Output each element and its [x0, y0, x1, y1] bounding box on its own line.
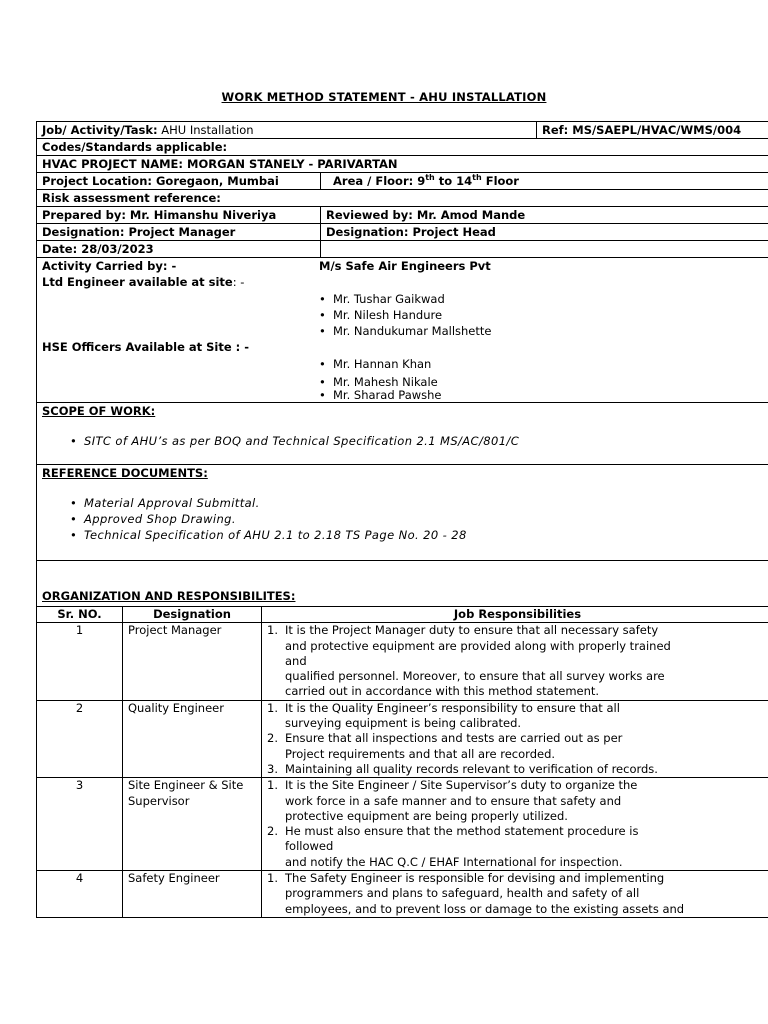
organization-heading-cell	[37, 561, 768, 607]
table-row	[37, 778, 768, 871]
area-prefix: Area / Floor: 9	[333, 174, 426, 188]
job-cell	[37, 122, 537, 139]
area-cell	[321, 173, 768, 190]
location-cell: Project Location: Goregaon, Mumbai	[37, 173, 321, 190]
column-header: Sr. NO.	[37, 607, 123, 623]
list-item: 1. It is the Project Manager duty to ensure that all necessary safety and protective equipment are provided along with properly trained and qualified personnel. Moreover, to ensure that all survey works are carried out in accordance with this method statement.	[267, 623, 671, 699]
scope-row	[37, 403, 768, 465]
area-mid: to 14	[434, 174, 473, 188]
designation-cell: Project Manager	[123, 623, 262, 700]
hse-officer-list	[315, 356, 442, 404]
hse-label: HSE Officers Available at Site : -	[42, 340, 250, 354]
ltd-engineer-suffix: : -	[232, 275, 245, 289]
codes-cell: Codes/Standards applicable:	[37, 139, 768, 156]
ltd-engineer-label: Ltd Engineer available at site	[42, 275, 233, 289]
header-table	[36, 121, 768, 607]
responsibility-cell	[262, 871, 768, 918]
reviewed-by-cell: Reviewed by: Mr. Amod Mande	[321, 207, 768, 224]
table-row	[37, 700, 768, 777]
date-row	[37, 241, 768, 258]
reference-cell	[37, 465, 768, 561]
project-name-cell: HVAC PROJECT NAME: MORGAN STANELY - PARIVARTAN	[37, 156, 768, 173]
designation-row	[37, 224, 768, 241]
job-value: AHU Installation	[161, 123, 254, 137]
activity-row	[37, 258, 768, 403]
designation-cell: Quality Engineer	[123, 700, 262, 777]
organization-heading: ORGANIZATION AND RESPONSIBILITES:	[42, 589, 296, 603]
job-label: Job/ Activity/Task:	[42, 123, 158, 137]
prepared-by-cell: Prepared by: Mr. Himanshu Niveriya	[37, 207, 321, 224]
responsibility-cell	[262, 778, 768, 871]
list-item: • Mr. Sharad Pawshe	[315, 387, 442, 404]
activity-cell	[37, 258, 768, 403]
location-row	[37, 173, 768, 190]
responsibility-cell	[262, 623, 768, 700]
list-item: 2. Ensure that all inspections and tests are carried out as per Project requirements and that all are recorded.	[267, 731, 623, 761]
scope-heading: SCOPE OF WORK:	[42, 404, 156, 418]
risk-row	[37, 190, 768, 207]
list-item: • SITC of AHU’s as per BOQ and Technical Specification 2.1 MS/AC/801/C	[66, 433, 768, 449]
list-item: 1. The Safety Engineer is responsible for devising and implementing programmers and plans to safeguard, health and safety of all employees, and to prevent loss or damage to the existing assets and	[267, 871, 685, 916]
list-item: 1. It is the Site Engineer / Site Supervisor’s duty to organize the work force in a safe manner and to ensure that safety and protective equipment are being properly utilized.	[267, 778, 638, 823]
list-item: • Mr. Mahesh Nikale	[315, 374, 442, 391]
organization-heading-row	[37, 561, 768, 607]
risk-cell: Risk assessment reference:	[37, 190, 768, 207]
project-name-row	[37, 156, 768, 173]
list-item: • Mr. Hannan Khan	[315, 356, 442, 373]
reference-row	[37, 465, 768, 561]
list-item: 3. Maintaining all quality records relevant to verification of records.	[267, 761, 658, 776]
area-sup-1: th	[425, 173, 435, 183]
designation-cell: Safety Engineer	[123, 871, 262, 918]
ref-cell: Ref: MS/SAEPL/HVAC/WMS/004	[537, 122, 768, 139]
ltd-engineer-line	[42, 274, 244, 290]
table-row	[37, 623, 768, 700]
responsibility-cell	[262, 700, 768, 777]
sr-cell: 2	[37, 700, 123, 777]
date-empty-cell	[321, 241, 768, 258]
scope-cell	[37, 403, 768, 465]
area-suffix: Floor	[481, 174, 519, 188]
engineer-list	[315, 291, 491, 339]
responsibility-table	[36, 606, 768, 918]
list-item: • Material Approval Submittal.	[66, 495, 768, 511]
column-header: Designation	[123, 607, 262, 623]
column-header: Job Responsibilities	[262, 607, 768, 623]
table-row	[37, 871, 768, 918]
area-sup-2: th	[472, 173, 482, 183]
company-name: M/s Safe Air Engineers Pvt	[319, 259, 491, 273]
table-header-row	[37, 607, 768, 623]
list-item: • Mr. Nilesh Handure	[315, 307, 491, 323]
sr-cell: 4	[37, 871, 123, 918]
sr-cell: 1	[37, 623, 123, 700]
activity-carried-by: Activity Carried by: -	[42, 259, 177, 273]
list-item: • Mr. Tushar Gaikwad	[315, 291, 491, 307]
list-item: 2. He must also ensure that the method statement procedure is followed and notify the HAC Q.C / EHAF International for inspection.	[267, 824, 639, 869]
list-item: • Technical Specification of AHU 2.1 to 2.18 TS Page No. 20 - 28	[66, 527, 768, 543]
list-item: • Mr. Nandukumar Mallshette	[315, 323, 491, 339]
prepared-row	[37, 207, 768, 224]
sr-cell: 3	[37, 778, 123, 871]
designation-cell: Site Engineer & Site Supervisor	[123, 778, 262, 871]
list-item: • Approved Shop Drawing.	[66, 511, 768, 527]
job-row	[37, 122, 768, 139]
designation-right-cell: Designation: Project Head	[321, 224, 768, 241]
document-title: WORK METHOD STATEMENT - AHU INSTALLATION	[221, 90, 547, 104]
reference-list	[66, 495, 768, 543]
date-cell: Date: 28/03/2023	[37, 241, 321, 258]
scope-list	[66, 433, 768, 449]
reference-heading: REFERENCE DOCUMENTS:	[42, 466, 208, 480]
list-item: 1. It is the Quality Engineer’s responsibility to ensure that all surveying equipment is being calibrated.	[267, 700, 620, 731]
codes-row	[37, 139, 768, 156]
designation-left-cell: Designation: Project Manager	[37, 224, 321, 241]
